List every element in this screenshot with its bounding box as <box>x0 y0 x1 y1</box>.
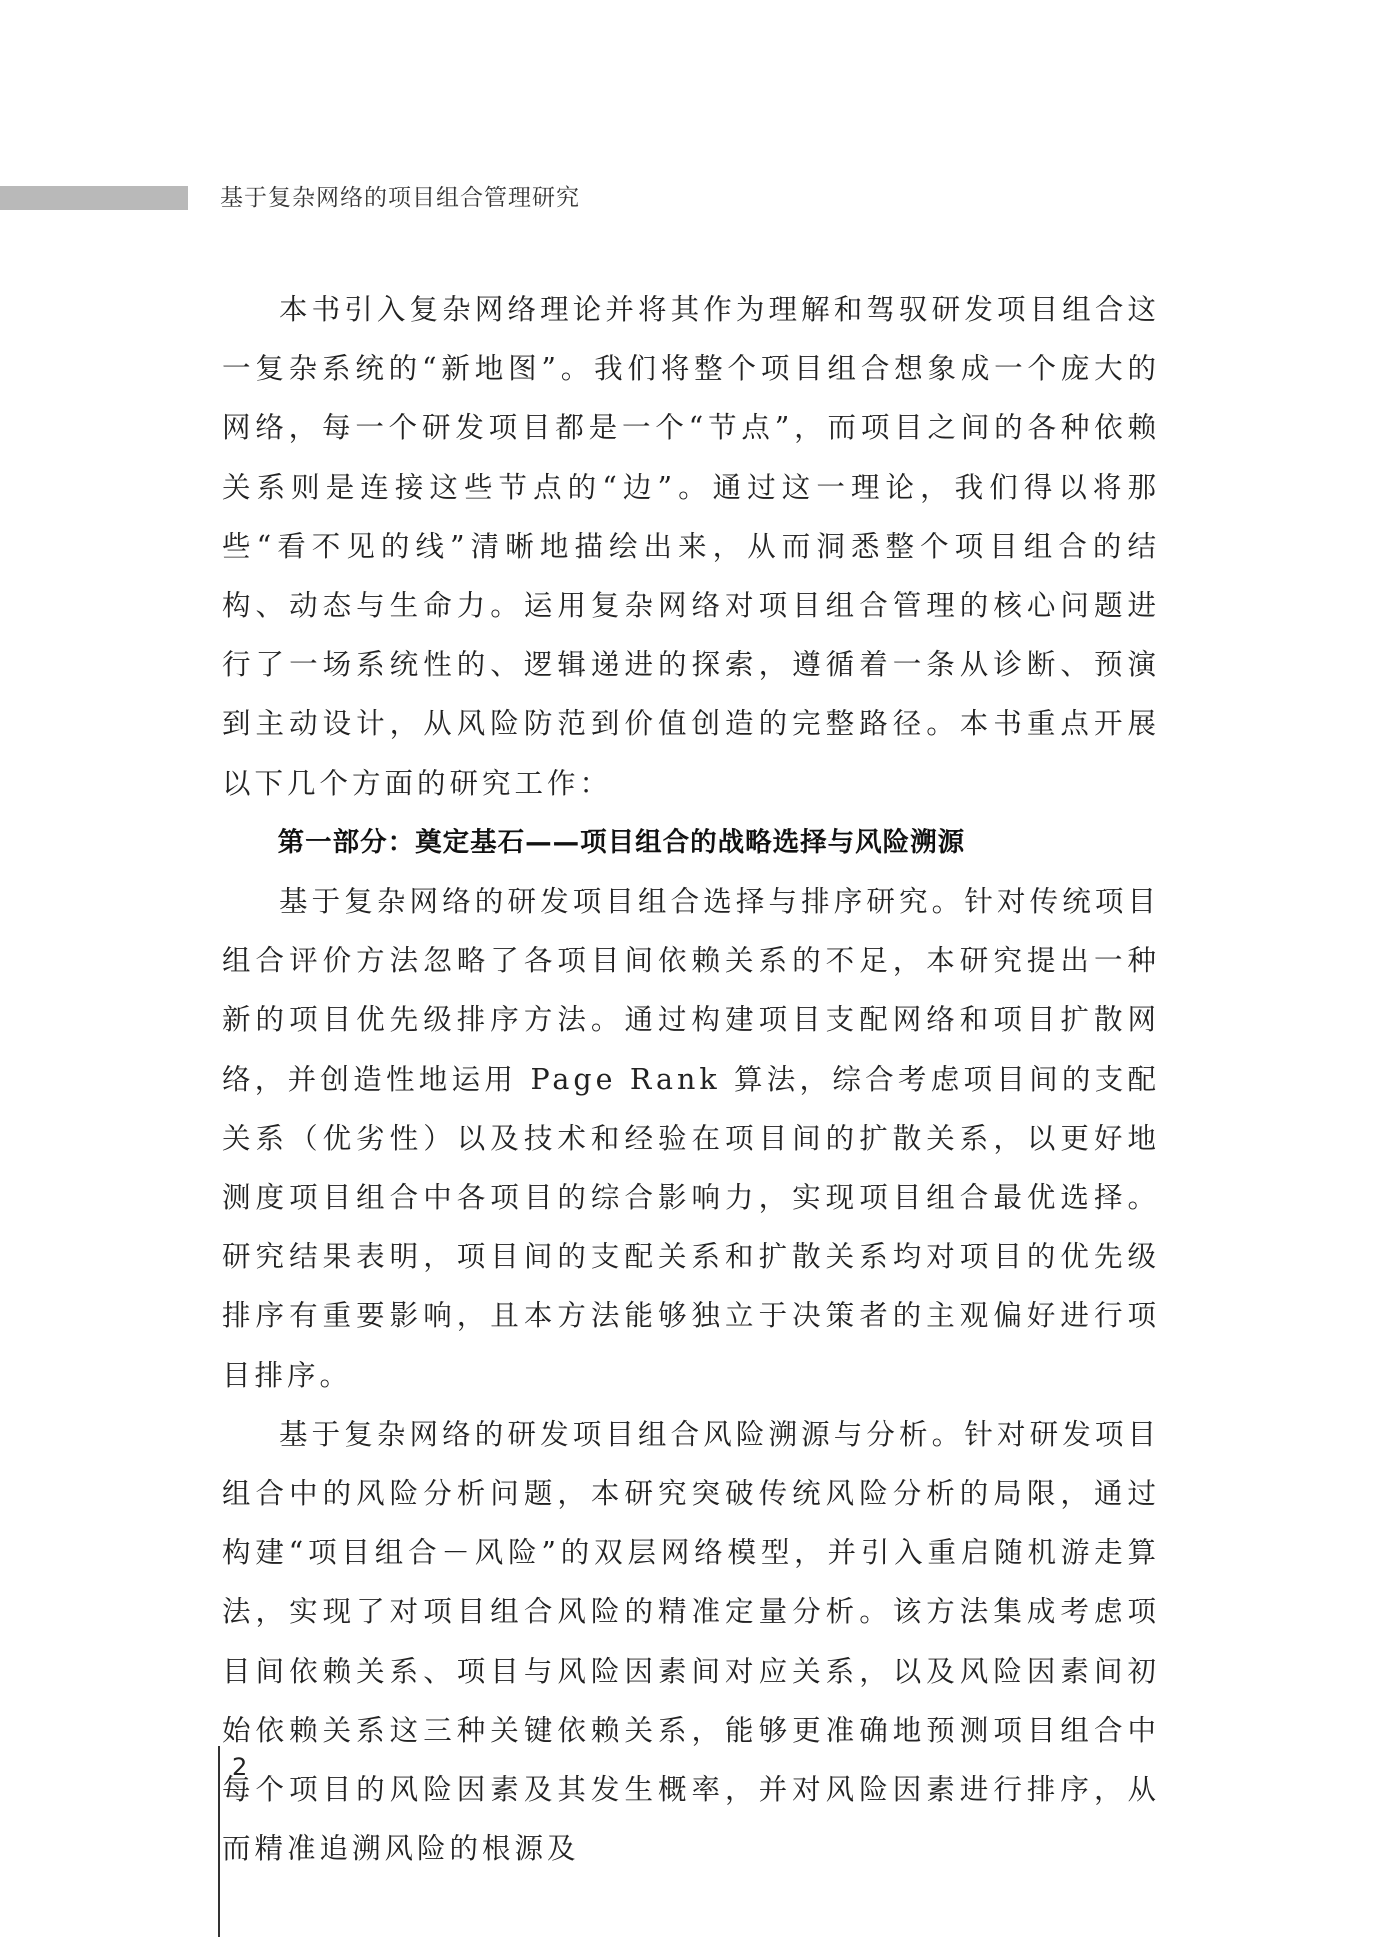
selection-paragraph: 基于复杂网络的研发项目组合选择与排序研究。针对传统项目组合评价方法忽略了各项目间依赖关系的不足，本研究提出一种新的项目优先级排序方法。通过构建项目支配网络和项目扩散网络，并创造性地运用 Page Rank 算法，综合考虑项目间的支配关系（优劣性）以及技术和经验在项目间的扩散关系，以更好地测度项目组合中各项目的综合影响力，实现项目组合最优选择。研究结果表明，项目间的支配关系和扩散关系均对项目的优先级排序有重要影响，且本方法能够独立于决策者的主观偏好进行项目排序。 <box>222 885 1160 1392</box>
running-head-title: 基于复杂网络的项目组合管理研究 <box>220 185 580 211</box>
page-body <box>222 280 1160 1878</box>
intro-paragraph: 本书引入复杂网络理论并将其作为理解和驾驭研发项目组合这一复杂系统的“新地图”。我们将整个项目组合想象成一个庞大的网络，每一个研发项目都是一个“节点”，而项目之间的各种依赖关系则是连接这些节点的“边”。通过这一理论，我们得以将那些“看不见的线”清晰地描绘出来，从而洞悉整个项目组合的结构、动态与生命力。运用复杂网络对项目组合管理的核心问题进行了一场系统性的、逻辑递进的探索，遵循着一条从诊断、预演到主动设计，从风险防范到价值创造的完整路径。本书重点开展以下几个方面的研究工作： <box>222 293 1160 800</box>
page-number: 2 <box>232 1753 248 1781</box>
page-number-rule <box>218 1746 220 1937</box>
section-heading: 第一部分：奠定基石——项目组合的战略选择与风险溯源 <box>277 826 966 858</box>
running-head-bar <box>0 186 188 210</box>
risk-paragraph: 基于复杂网络的研发项目组合风险溯源与分析。针对研发项目组合中的风险分析问题，本研究突破传统风险分析的局限，通过构建“项目组合－风险”的双层网络模型，并引入重启随机游走算法，实现了对项目组合风险的精准定量分析。该方法集成考虑项目间依赖关系、项目与风险因素间对应关系，以及风险因素间初始依赖关系这三种关键依赖关系，能够更准确地预测项目组合中每个项目的风险因素及其发生概率，并对风险因素进行排序，从而精准追溯风险的根源及 <box>222 1417 1160 1866</box>
